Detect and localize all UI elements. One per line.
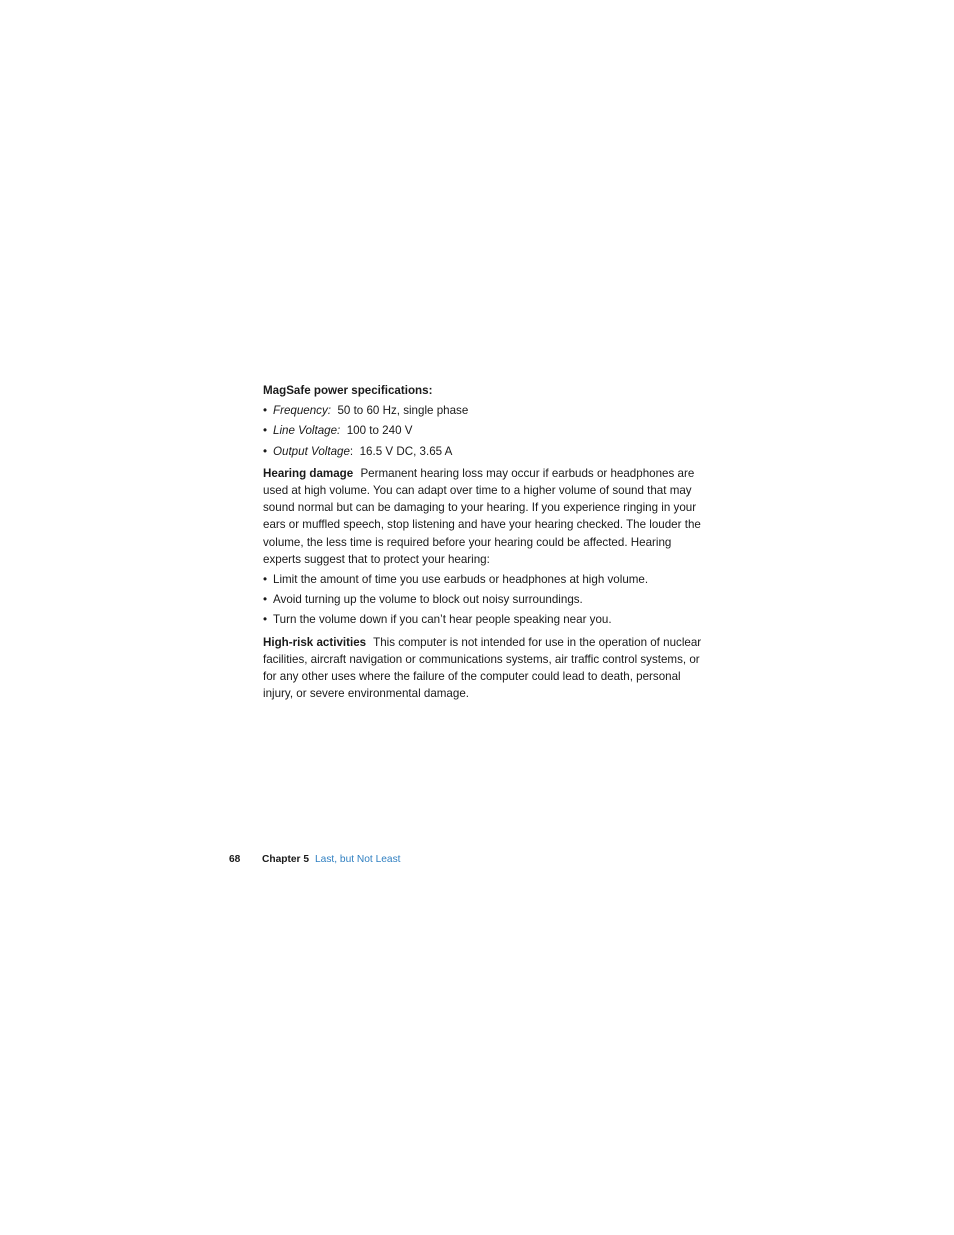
spec-term-line-voltage: Line Voltage: <box>273 424 341 438</box>
list-item <box>263 611 703 628</box>
hearing-tip-text: Turn the volume down if you can’t hear people speaking near you. <box>273 613 612 627</box>
list-item <box>263 571 703 588</box>
spec-value-frequency: 50 to 60 Hz, single phase <box>337 404 469 418</box>
spec-value-output-voltage: 16.5 V DC, 3.65 A <box>359 444 453 458</box>
spec-term-output-voltage: Output Voltage <box>273 444 350 458</box>
page-number: 68 <box>229 854 241 865</box>
chapter-title-link[interactable]: Last, but Not Least <box>315 854 401 865</box>
bullet-icon: • <box>263 593 268 607</box>
bullet-icon: • <box>263 613 268 627</box>
high-risk-body: This computer is not intended for use in the operation of nuclear facilities, aircraft navigation or communications systems, air traffic control systems, or for any other uses where the failure of the computer could lead to death, personal injury, or severe environmental damage. <box>263 635 702 701</box>
list-item <box>263 591 703 608</box>
spec-value-line-voltage: 100 to 240 V <box>346 424 413 438</box>
page-content <box>263 382 703 705</box>
hearing-tip-text: Avoid turning up the volume to block out noisy surroundings. <box>273 593 583 607</box>
bullet-icon: • <box>263 444 268 458</box>
hearing-tip-text: Limit the amount of time you use earbuds or headphones at high volume. <box>273 573 649 587</box>
hearing-tips-list <box>263 571 703 629</box>
list-item <box>263 422 703 439</box>
magsafe-spec-list <box>263 402 703 460</box>
bullet-icon: • <box>263 573 268 587</box>
list-item <box>263 443 703 460</box>
bullet-icon: • <box>263 424 268 438</box>
hearing-damage-body: Permanent hearing loss may occur if earbuds or headphones are used at high volume. You can adapt over time to a higher volume of sound that may sound normal but can be damaging to your hearing. If you experience ringing in your ears or muffled speech, stop listening and have your hearing checked. The louder the volume, the less time is required before your hearing could be affected. Hearing experts suggest that to protect your hearing: <box>263 466 701 566</box>
chapter-label: Chapter 5 <box>262 854 309 865</box>
spec-separator: : <box>349 444 354 458</box>
high-risk-title: High-risk activities <box>263 635 367 649</box>
spec-term-frequency: Frequency: <box>273 404 331 418</box>
high-risk-paragraph <box>263 634 703 703</box>
bullet-icon: • <box>263 404 268 418</box>
page-footer <box>229 852 401 868</box>
magsafe-heading: MagSafe power specifications: <box>263 384 433 397</box>
hearing-damage-paragraph <box>263 465 703 568</box>
list-item <box>263 402 703 419</box>
hearing-damage-title: Hearing damage <box>263 466 354 480</box>
